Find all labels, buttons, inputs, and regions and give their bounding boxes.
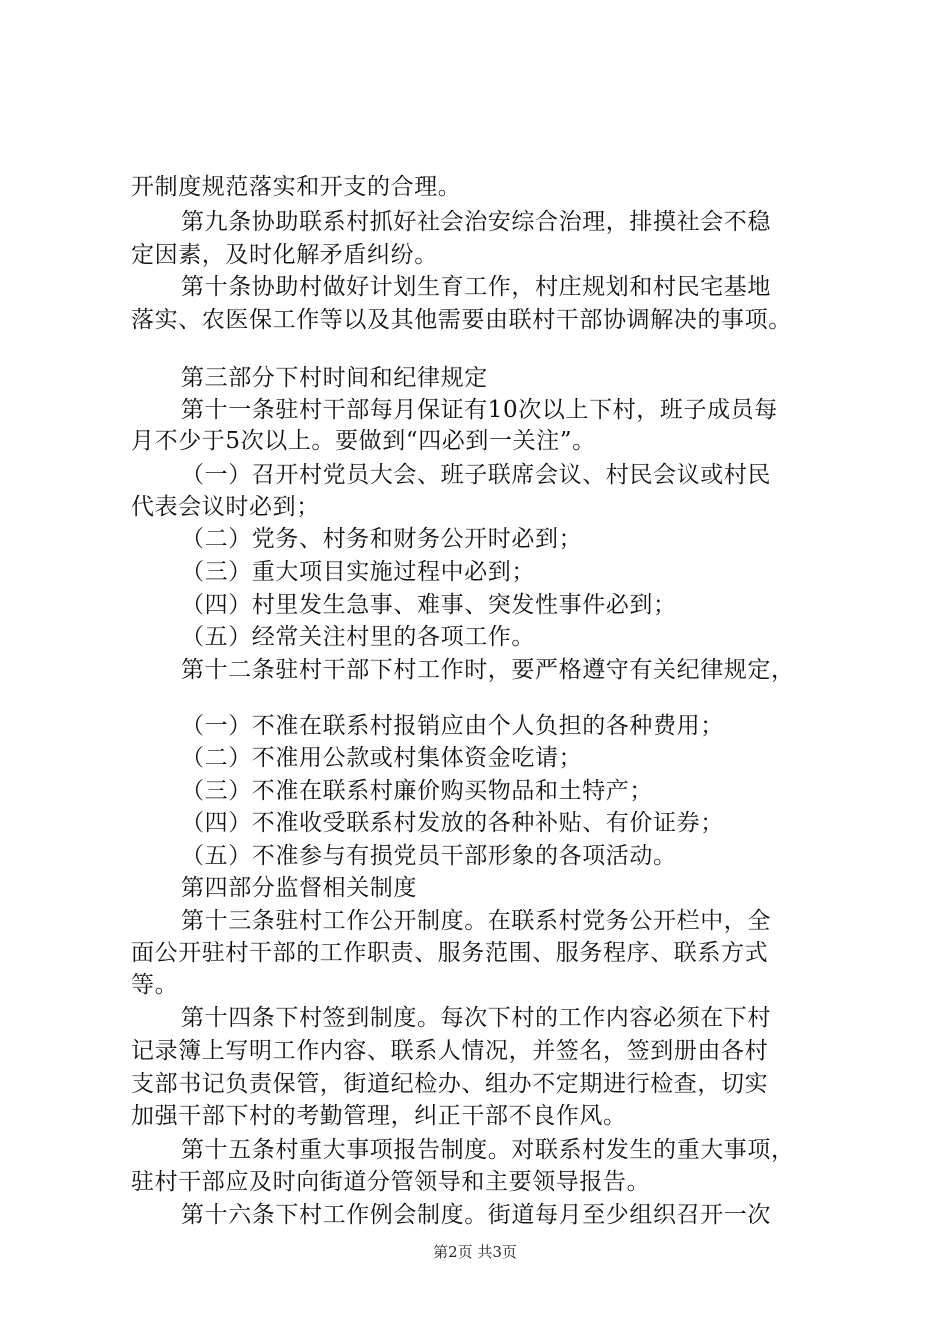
text-line: （一）召开村党员大会、班子联席会议、村民会议或村民 [181,462,771,488]
text-line: 驻村干部应及时向街道分管领导和主要领导报告。 [131,1169,651,1195]
text-line: 代表会议时必到； [131,494,320,520]
page-footer: 第2页 共3页 [433,1243,517,1261]
text-line: （三）重大项目实施过程中必到； [181,559,535,585]
text-line: 定因素，及时化解矛盾纠纷。 [131,242,438,268]
section-heading: 第三部分下村时间和纪律规定 [181,365,488,391]
text-line: （四）村里发生急事、难事、突发性事件必到； [181,592,677,618]
text-line: （一）不准在联系村报销应由个人负担的各种费用； [181,713,724,739]
text-line: （二）不准用公款或村集体资金吃请； [181,745,583,771]
text-line: 加强干部下村的考勤管理，纠正干部不良作风。 [131,1103,627,1129]
text-line: 第十四条下村签到制度。每次下村的工作内容必须在下村 [181,1005,771,1031]
text-line: 等。 [131,972,179,998]
text-line: 第十一条驻村干部每月保证有10次以上下村，班子成员每 [181,397,778,423]
section-heading: 第四部分监督相关制度 [181,875,417,901]
text-line: 面公开驻村干部的工作职责、服务范围、服务程序、联系方式 [131,940,769,966]
text-line: 第十条协助村做好计划生育工作，村庄规划和村民宅基地 [181,274,771,300]
text-line: （五）不准参与有损党员干部形象的各项活动。 [181,843,677,869]
text-line: 第九条协助联系村抓好社会治安综合治理，排摸社会不稳 [181,209,771,235]
text-line: （三）不准在联系村廉价购买物品和土特产； [181,778,653,804]
text-line: 第十二条驻村干部下村工作时，要严格遵守有关纪律规定， [181,657,795,683]
text-line: 开制度规范落实和开支的合理。 [131,174,462,200]
text-line: 落实、农医保工作等以及其他需要由联村干部协调解决的事项。 [131,307,792,333]
text-line: （四）不准收受联系村发放的各种补贴、有价证券； [181,810,724,836]
text-line: 支部书记负责保管，街道纪检办、组办不定期进行检查，切实 [131,1071,769,1097]
text-line: 第十五条村重大事项报告制度。对联系村发生的重大事项， [181,1137,795,1163]
text-line: 月不少于5次以上。要做到“四必到一关注”。 [131,428,596,454]
text-line: 记录簿上写明工作内容、联系人情况，并签名，签到册由各村 [131,1038,769,1064]
text-line: （二）党务、村务和财务公开时必到； [181,526,583,552]
text-line: 第十三条驻村工作公开制度。在联系村党务公开栏中，全 [181,908,771,934]
text-line: （五）经常关注村里的各项工作。 [181,624,535,650]
text-line: 第十六条下村工作例会制度。街道每月至少组织召开一次 [181,1202,771,1228]
